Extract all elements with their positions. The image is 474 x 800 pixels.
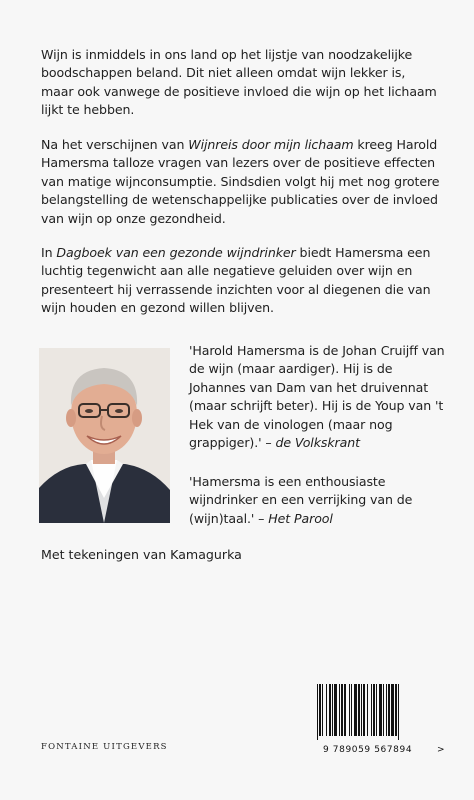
barcode-icon xyxy=(315,684,427,740)
author-photo xyxy=(39,348,170,523)
illustrator-credit: Met tekeningen van Kamagurka xyxy=(41,547,242,562)
quote-text: 'Hamersma is een enthousiaste wijndrinker en een verrijking van de (wijn)taal.' – xyxy=(189,474,413,526)
isbn-arrow: > xyxy=(437,745,445,755)
barcode xyxy=(315,684,427,740)
book-title: Dagboek van een gezonde wijndrinker xyxy=(56,245,296,260)
blurb-paragraph-2 xyxy=(41,136,441,228)
quote-source: Het Parool xyxy=(268,510,333,526)
publisher-logo: FONTAINE UITGEVERS xyxy=(41,742,168,752)
paragraph-text: In xyxy=(41,245,57,260)
paragraph-text: biedt Hamersma een luchtig tegenwicht aan alle negatieve geluiden over wijn en presenteert hij verrassende inzichten voor al diegenen die van wijn houden en gezond willen blijven. xyxy=(41,245,431,316)
isbn-number: 9 789059 567894 xyxy=(323,745,413,755)
paragraph-text: kreeg Harold Hamersma talloze vragen van lezers over de positieve effecten van matige wijnconsumptie. Sindsdien volgt hij met nog grotere belangstelling de wetenschappelijke publicaties over de invloed van wijn op onze gezondheid. xyxy=(41,137,440,226)
press-quote-2 xyxy=(189,473,451,528)
quote-text: 'Harold Hamersma is de Johan Cruijff van de wijn (maar aardiger). Hij is de Johannes van Dam van het druivennat (maar schrijft beter). Hij is de Youp van 't Hek van de vinologen (maar nog grappiger).' – xyxy=(189,343,445,451)
author-portrait-illustration xyxy=(39,348,170,523)
blurb-paragraph-3 xyxy=(41,244,441,318)
blurb-paragraph-1: Wijn is inmiddels in ons land op het lijstje van noodzakelijke boodschappen beland. Dit niet alleen omdat wijn lekker is, maar ook vanwege de positieve invloed die wijn op het lichaam lijkt te hebben. xyxy=(41,47,437,118)
paragraph-text: Na het verschijnen van xyxy=(41,137,189,152)
book-title: Wijnreis door mijn lichaam xyxy=(188,137,354,152)
quote-source: de Volkskrant xyxy=(275,435,360,451)
press-quote-1 xyxy=(189,342,451,452)
